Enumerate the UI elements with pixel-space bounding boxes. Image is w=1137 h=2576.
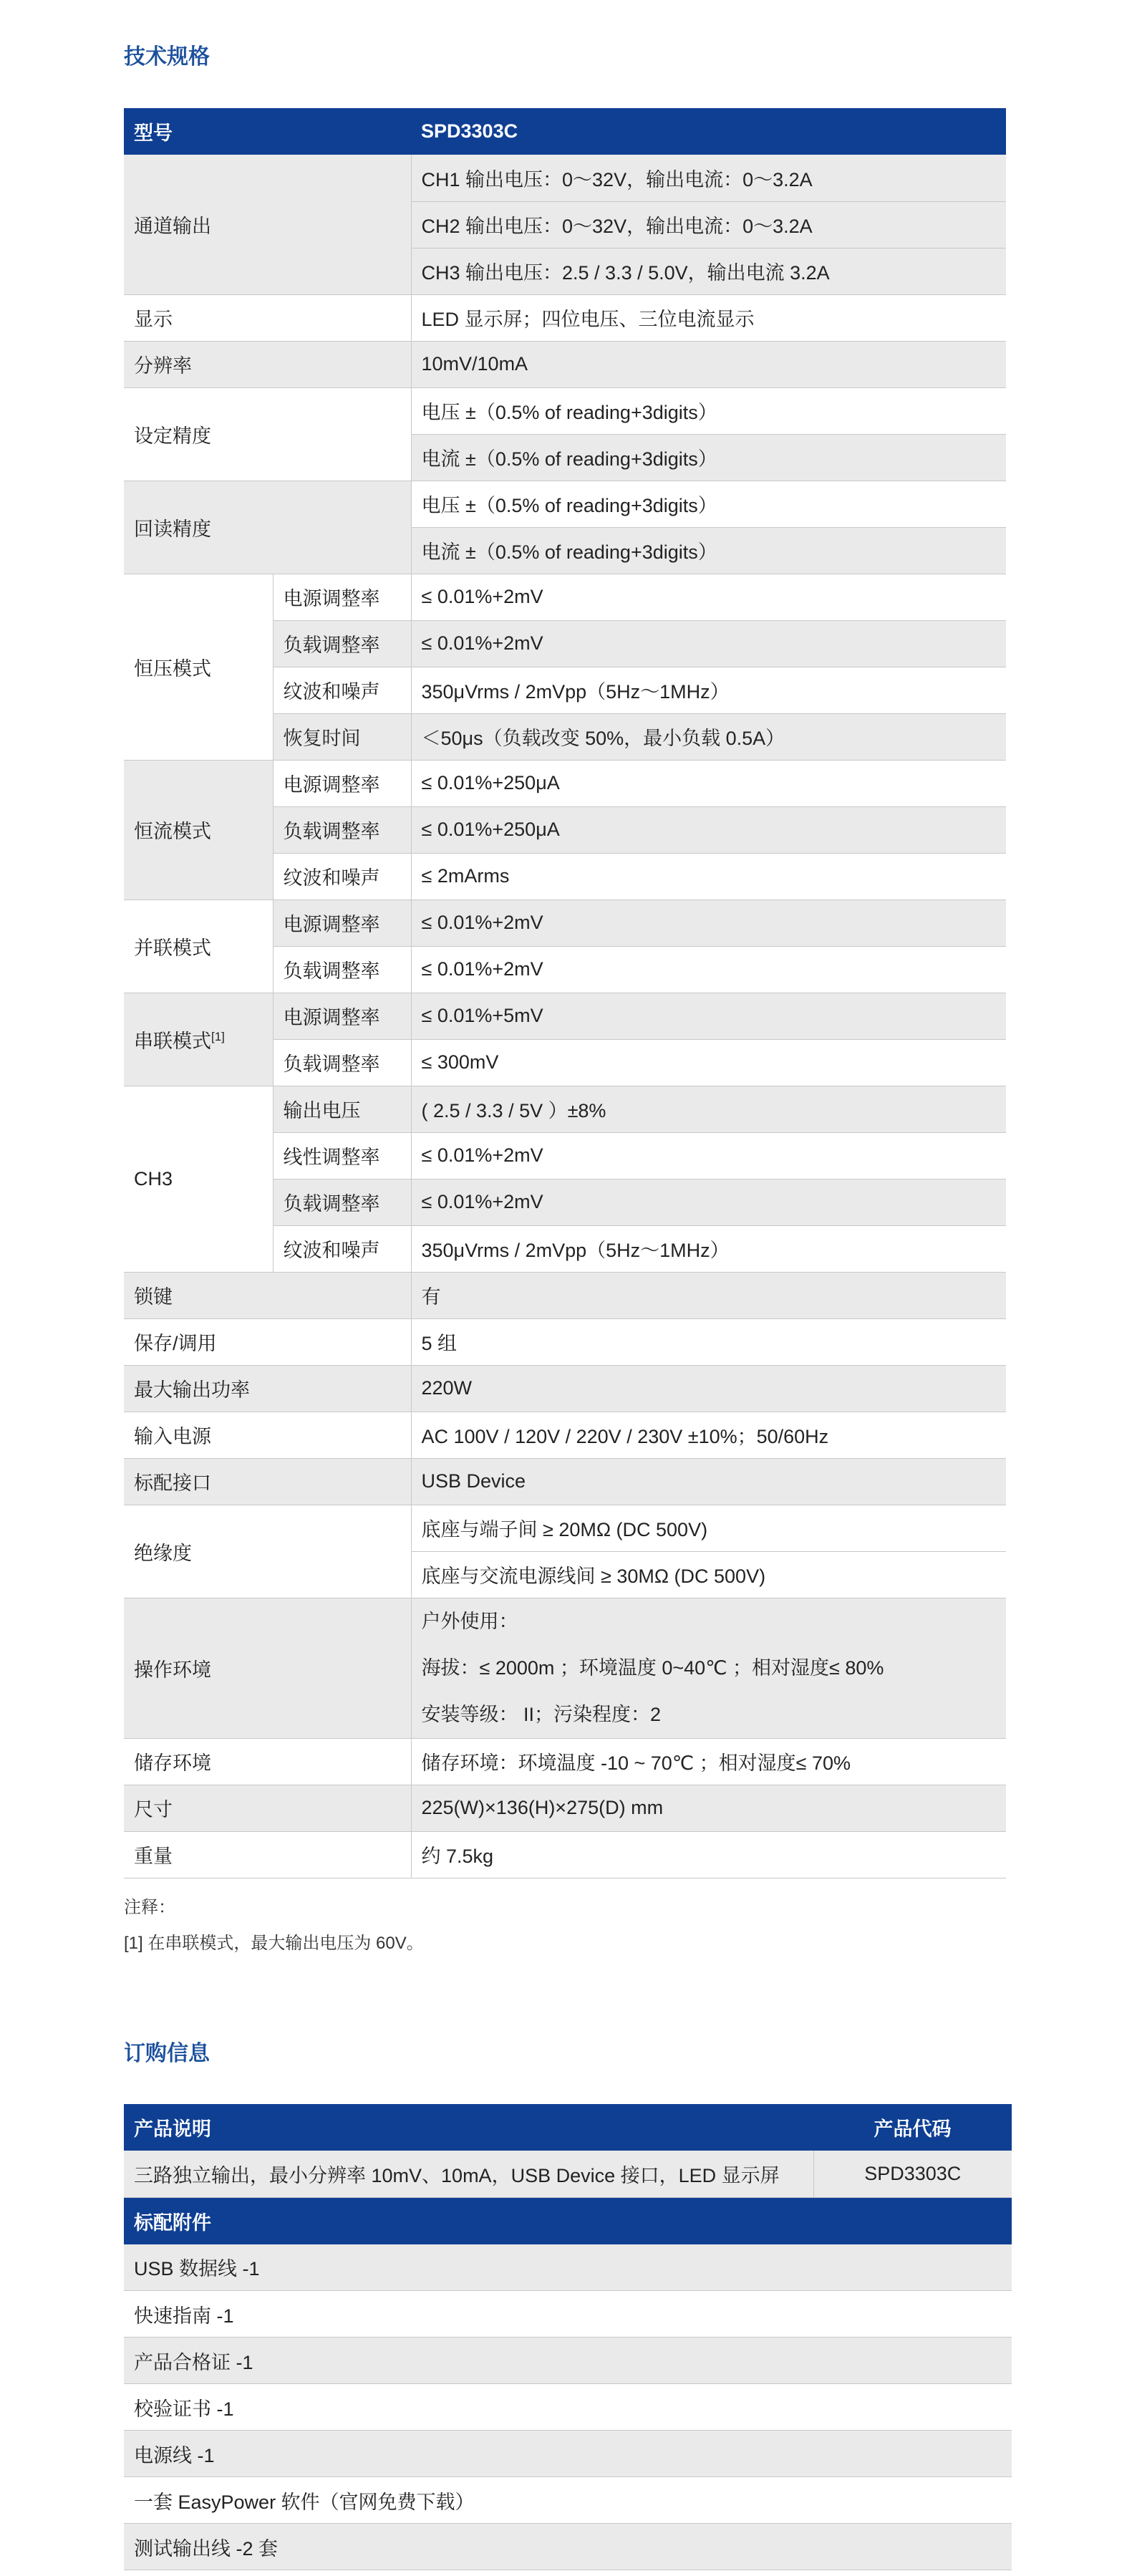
parallel-mode-label: 并联模式	[124, 899, 273, 993]
table-row	[124, 387, 1006, 434]
cc-value: ≤ 2mArms	[411, 853, 1006, 899]
readback-accuracy-label: 回读精度	[124, 481, 411, 574]
weight-label: 重量	[124, 1831, 411, 1878]
table-row	[124, 1831, 1006, 1878]
table-row	[124, 1272, 1006, 1318]
table-row	[124, 899, 1006, 946]
display-label: 显示	[124, 294, 411, 341]
channel-output-ch3: CH3 输出电压：2.5 / 3.3 / 5.0V，输出电流 3.2A	[411, 248, 1006, 294]
table-row	[124, 481, 1006, 527]
list-item	[124, 2338, 1012, 2384]
channel-output-label: 通道输出	[124, 155, 411, 294]
cv-sub-label: 负载调整率	[273, 620, 411, 667]
product-row	[124, 2151, 1012, 2197]
save-recall-value: 5 组	[411, 1318, 1006, 1365]
storage-env-value: 储存环境：环境温度 -10 ~ 70℃ ；相对湿度≤ 70%	[411, 1738, 1006, 1785]
table-row	[124, 1365, 1006, 1412]
cc-sub-label: 纹波和噪声	[273, 853, 411, 899]
insulation-value: 底座与端子间 ≥ 20MΩ (DC 500V)	[411, 1505, 1006, 1551]
accessory-item: 电源线 -1	[124, 2431, 1012, 2477]
series-mode-text: 串联模式	[134, 1030, 211, 1052]
table-row	[124, 1598, 1006, 1738]
list-item	[124, 2431, 1012, 2477]
series-sub-label: 电源调整率	[273, 993, 411, 1039]
cv-value: ≤ 0.01%+2mV	[411, 574, 1006, 620]
accessory-item: 校验证书 -1	[124, 2384, 1012, 2431]
accessory-item: 一套 EasyPower 软件（官网免费下载）	[124, 2477, 1012, 2524]
resolution-value: 10mV/10mA	[411, 341, 1006, 387]
table-row	[124, 341, 1006, 387]
cv-sub-label: 纹波和噪声	[273, 667, 411, 713]
list-item	[124, 2524, 1012, 2570]
accessory-item: 快速指南 -1	[124, 2291, 1012, 2338]
accessory-item: 测试输出线 -2 套	[124, 2524, 1012, 2570]
operating-env-line: 户外使用：	[421, 1610, 518, 1632]
cv-value: 350μVrms / 2mVpp（5Hz～1MHz）	[411, 667, 1006, 713]
weight-value: 约 7.5kg	[411, 1831, 1006, 1878]
operating-env-label: 操作环境	[124, 1598, 411, 1738]
notes-title: 注释：	[124, 1898, 175, 1917]
cv-mode-label: 恒压模式	[124, 574, 273, 760]
cv-value: ≤ 0.01%+2mV	[411, 620, 1006, 667]
cc-sub-label: 负载调整率	[273, 806, 411, 853]
readback-accuracy-current: 电流 ±（0.5% of reading+3digits）	[411, 527, 1006, 574]
parallel-sub-label: 负载调整率	[273, 946, 411, 993]
cv-sub-label: 电源调整率	[273, 574, 411, 620]
series-sub-label: 负载调整率	[273, 1039, 411, 1086]
max-power-label: 最大输出功率	[124, 1365, 411, 1412]
table-row	[124, 294, 1006, 341]
ch3-sub-label: 纹波和噪声	[273, 1225, 411, 1272]
insulation-value: 底座与交流电源线间 ≥ 30MΩ (DC 500V)	[411, 1551, 1006, 1598]
table-row	[124, 1412, 1006, 1458]
series-footnote-ref: [1]	[211, 1029, 225, 1043]
input-power-label: 输入电源	[124, 1412, 411, 1458]
table-row	[124, 1785, 1006, 1831]
accessories-header: 标配附件	[124, 2197, 1012, 2244]
table-row	[124, 155, 1006, 201]
cc-value: ≤ 0.01%+250μA	[411, 806, 1006, 853]
table-row	[124, 1086, 1006, 1132]
product-desc-header: 产品说明	[124, 2104, 813, 2151]
channel-output-ch2: CH2 输出电压：0～32V，输出电流：0～3.2A	[411, 201, 1006, 248]
table-row	[124, 1318, 1006, 1365]
cc-value: ≤ 0.01%+250μA	[411, 760, 1006, 806]
list-item	[124, 2477, 1012, 2524]
note-item: [1] 在串联模式，最大输出电压为 60V。	[124, 1934, 424, 1953]
order-section-title: 订购信息	[124, 2042, 210, 2065]
parallel-value: ≤ 0.01%+2mV	[411, 946, 1006, 993]
spec-table	[124, 108, 1006, 1878]
product-desc: 三路独立输出，最小分辨率 10mV、10mA，USB Device 接口，LED 显示屏	[124, 2151, 813, 2197]
series-value: ≤ 300mV	[411, 1039, 1006, 1086]
operating-env-line: 安装等级： II；污染程度：2	[421, 1703, 662, 1725]
input-power-value: AC 100V / 120V / 220V / 230V ±10%；50/60Hz	[411, 1412, 1006, 1458]
parallel-sub-label: 电源调整率	[273, 899, 411, 946]
cc-sub-label: 电源调整率	[273, 760, 411, 806]
table-row	[124, 574, 1006, 620]
key-lock-label: 锁键	[124, 1272, 411, 1318]
ch3-value: 350μVrms / 2mVpp（5Hz～1MHz）	[411, 1225, 1006, 1272]
operating-env-line: 海拔：≤ 2000m ；环境温度 0~40℃ ；相对湿度≤ 80%	[421, 1656, 884, 1679]
cv-value: ＜50μs（负载改变 50%，最小负载 0.5A）	[411, 713, 1006, 760]
list-item	[124, 2244, 1012, 2291]
cc-mode-label: 恒流模式	[124, 760, 273, 899]
list-item	[124, 2291, 1012, 2338]
save-recall-label: 保存/调用	[124, 1318, 411, 1365]
dimensions-label: 尺寸	[124, 1785, 411, 1831]
table-row	[124, 1458, 1006, 1505]
table-row	[124, 760, 1006, 806]
product-code: SPD3303C	[813, 2151, 1012, 2197]
ch3-value: ( 2.5 / 3.3 / 5V ）±8%	[411, 1086, 1006, 1132]
ch3-value: ≤ 0.01%+2mV	[411, 1132, 1006, 1179]
series-mode-label	[124, 993, 273, 1086]
ch3-sub-label: 线性调整率	[273, 1132, 411, 1179]
interface-label: 标配接口	[124, 1458, 411, 1505]
list-item	[124, 2384, 1012, 2431]
ch3-sub-label: 输出电压	[273, 1086, 411, 1132]
parallel-value: ≤ 0.01%+2mV	[411, 899, 1006, 946]
ch3-label: CH3	[124, 1086, 273, 1272]
key-lock-value: 有	[411, 1272, 1006, 1318]
set-accuracy-label: 设定精度	[124, 387, 411, 481]
order-header-row	[124, 2104, 1012, 2151]
display-value: LED 显示屏；四位电压、三位电流显示	[411, 294, 1006, 341]
set-accuracy-voltage: 电压 ±（0.5% of reading+3digits）	[411, 387, 1006, 434]
interface-value: USB Device	[411, 1458, 1006, 1505]
ch3-value: ≤ 0.01%+2mV	[411, 1179, 1006, 1225]
set-accuracy-current: 电流 ±（0.5% of reading+3digits）	[411, 434, 1006, 481]
dimensions-value: 225(W)×136(H)×275(D) mm	[411, 1785, 1006, 1831]
product-code-header: 产品代码	[813, 2104, 1012, 2151]
storage-env-label: 储存环境	[124, 1738, 411, 1785]
order-table	[124, 2104, 1012, 2570]
readback-accuracy-voltage: 电压 ±（0.5% of reading+3digits）	[411, 481, 1006, 527]
accessory-item: USB 数据线 -1	[124, 2244, 1012, 2291]
table-row	[124, 1505, 1006, 1551]
operating-env-value	[411, 1598, 1006, 1738]
model-label: 型号	[124, 108, 411, 155]
resolution-label: 分辨率	[124, 341, 411, 387]
max-power-value: 220W	[411, 1365, 1006, 1412]
accessories-header-row	[124, 2197, 1012, 2244]
table-row	[124, 993, 1006, 1039]
insulation-label: 绝缘度	[124, 1505, 411, 1598]
model-value: SPD3303C	[411, 108, 1006, 155]
spec-section-title: 技术规格	[124, 45, 210, 69]
accessory-item: 产品合格证 -1	[124, 2338, 1012, 2384]
ch3-sub-label: 负载调整率	[273, 1179, 411, 1225]
spec-header-row	[124, 108, 1006, 155]
channel-output-ch1: CH1 输出电压：0～32V，输出电流：0～3.2A	[411, 155, 1006, 201]
series-value: ≤ 0.01%+5mV	[411, 993, 1006, 1039]
table-row	[124, 1738, 1006, 1785]
cv-sub-label: 恢复时间	[273, 713, 411, 760]
